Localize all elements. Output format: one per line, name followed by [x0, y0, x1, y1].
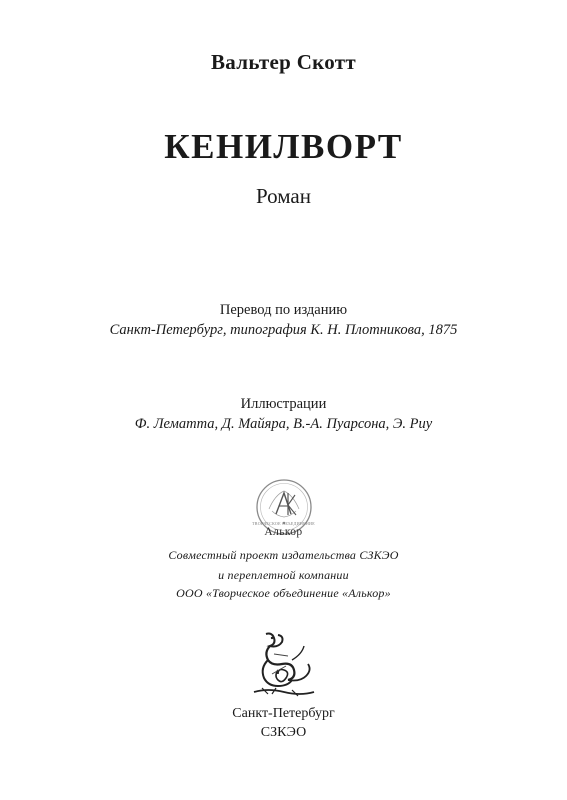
logo-name: Алькор: [264, 526, 303, 538]
joint-project-line-1: Совместный проект издательства СЗКЭО: [168, 548, 399, 562]
illustrations-label: Иллюстрации: [240, 396, 327, 412]
translation-source: Санкт-Петербург, типография К. Н. Плотникова, 1875: [109, 322, 458, 338]
imprint-publisher: СЗКЭО: [260, 725, 307, 740]
author-name: Вальтер Скотт: [210, 50, 357, 74]
illustrations-artists: Ф. Лематта, Д. Майяра, В.-А. Пуарсона, Э. Риу: [134, 416, 433, 432]
book-title: КЕНИЛВОРТ: [164, 127, 403, 166]
logo-tagline: ТВОРЧЕСКОЕ ОБЪЕДИНЕНИЕ: [252, 521, 315, 526]
book-subtitle: Роман: [256, 184, 311, 208]
joint-project-line-2: и переплетной компании: [218, 568, 349, 582]
imprint-city: Санкт-Петербург: [232, 706, 335, 721]
dragon-emblem-icon: [248, 630, 320, 700]
translation-label: Перевод по изданию: [219, 302, 348, 318]
joint-project-line-3: ООО «Творческое объединение «Алькор»: [176, 586, 391, 600]
